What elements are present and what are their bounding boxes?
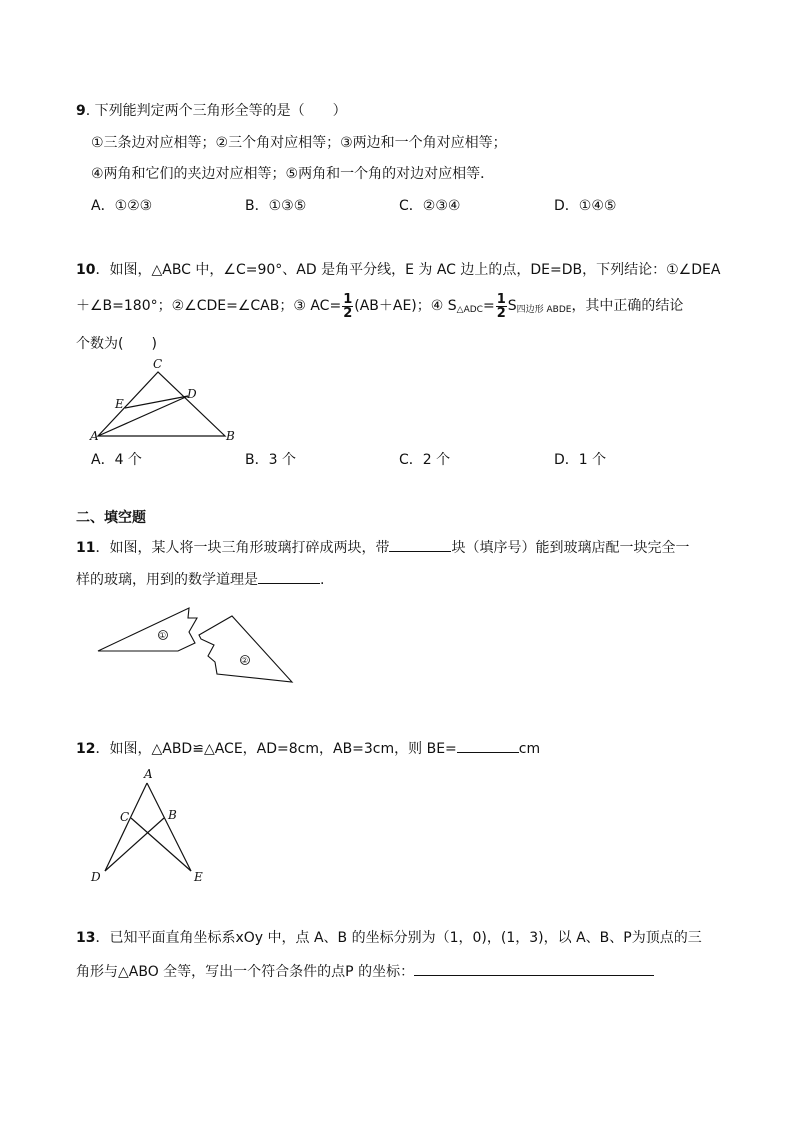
q9-option-c[interactable]: C．②③④	[399, 198, 461, 214]
q10-text-c: =	[482, 298, 495, 314]
label-b: B	[226, 429, 235, 443]
label-e: E	[115, 397, 124, 411]
question-11	[76, 536, 689, 558]
segment-db	[105, 818, 164, 871]
q10-text-e: ，其中正确的结论	[571, 298, 684, 314]
glass-piece-2	[199, 616, 292, 682]
question-number: 12	[76, 741, 96, 757]
q10-option-a[interactable]: A．4 个	[91, 452, 142, 468]
question-number: 13	[76, 930, 96, 946]
q10-line-2	[76, 291, 683, 325]
segment-ad	[98, 396, 188, 436]
label-c: C	[120, 810, 130, 824]
q10-line-3: 个数为( )	[76, 336, 157, 352]
piece-2-label: ②	[241, 656, 249, 665]
q10-text-d: S	[507, 298, 517, 314]
q13-text-b: 角形与△ABO 全等，写出一个符合条件的点P 的坐标：	[76, 964, 415, 980]
q12-unit: cm	[518, 741, 541, 757]
fraction-one-half: $\frac{1}{2}$	[496, 291, 506, 321]
q9-statements-line-1: ①三条边对应相等；②三个角对应相等；③两边和一个角对应相等；	[91, 135, 507, 151]
label-e: E	[194, 870, 203, 884]
q11-text-d: .	[320, 572, 325, 588]
answer-blank[interactable]	[389, 536, 451, 552]
question-number: 11	[76, 540, 96, 556]
q9-option-b[interactable]: B．①③⑤	[245, 198, 307, 214]
segment-ec	[131, 818, 191, 871]
label-a: A	[90, 429, 99, 443]
answer-blank[interactable]	[258, 568, 320, 584]
answer-blank[interactable]	[414, 960, 654, 976]
question-13	[76, 928, 702, 948]
q11-line-2	[76, 568, 324, 590]
question-number: 10	[76, 262, 96, 278]
q10-option-d[interactable]: D．1 个	[554, 452, 607, 468]
label-a: A	[144, 767, 153, 781]
subscript-quad-abde: 四边形 ABDE	[516, 305, 572, 315]
q9-statements-line-2: ④两角和它们的夹边对应相等；⑤两角和一个角的对边对应相等．	[91, 166, 495, 182]
q12-triangles-figure	[85, 764, 215, 888]
q10-option-b[interactable]: B．3 个	[245, 452, 296, 468]
question-stem: . 下列能判定两个三角形全等的是（ ）	[85, 103, 347, 119]
q12-text-a: ．如图，△ABD≌△ACE，AD=8cm，AB=3cm，则 BE=	[95, 741, 457, 757]
q9-option-a[interactable]: A．①②③	[91, 198, 153, 214]
question-stem: ．如图，△ABC 中，∠C=90°、AD 是角平分线，E 为 AC 边上的点，DE=DB，下列结论：①∠DEA	[95, 262, 721, 278]
q11-text-c: 样的玻璃，用到的数学道理是	[76, 572, 258, 588]
piece-1-label: ①	[159, 631, 167, 640]
q13-line-2	[76, 960, 654, 982]
q10-text-a: ＋∠B=180°；②∠CDE=∠CAB；③ AC=	[76, 298, 342, 314]
q10-triangle-figure	[85, 355, 245, 445]
label-d: D	[91, 870, 101, 884]
q10-option-c[interactable]: C．2 个	[399, 452, 451, 468]
question-stem: ．已知平面直角坐标系xOy 中，点 A、B 的坐标分别为（1，0)，(1，3)，以 A、B、P为顶点的三	[95, 930, 702, 946]
question-10	[76, 260, 720, 280]
question-number: 9	[76, 103, 86, 119]
fraction-one-half: $\frac{1}{2}$	[343, 291, 353, 321]
q10-text-b: (AB＋AE)；④ S	[354, 298, 457, 314]
subscript-adc: △ADC	[456, 305, 483, 315]
answer-blank[interactable]	[457, 737, 519, 753]
section-heading: 二、填空题	[76, 510, 146, 526]
q11-broken-glass-figure	[92, 602, 302, 692]
glass-piece-1	[98, 608, 197, 651]
question-12	[76, 737, 540, 759]
question-9	[76, 101, 347, 121]
label-d: D	[187, 387, 197, 401]
q11-text-b: 块（填序号）能到玻璃店配一块完全一	[451, 540, 690, 556]
label-c: C	[153, 357, 163, 371]
q9-option-d[interactable]: D．①④⑤	[554, 198, 617, 214]
label-b: B	[168, 808, 177, 822]
q11-text-a: ．如图，某人将一块三角形玻璃打碎成两块，带	[95, 540, 390, 556]
